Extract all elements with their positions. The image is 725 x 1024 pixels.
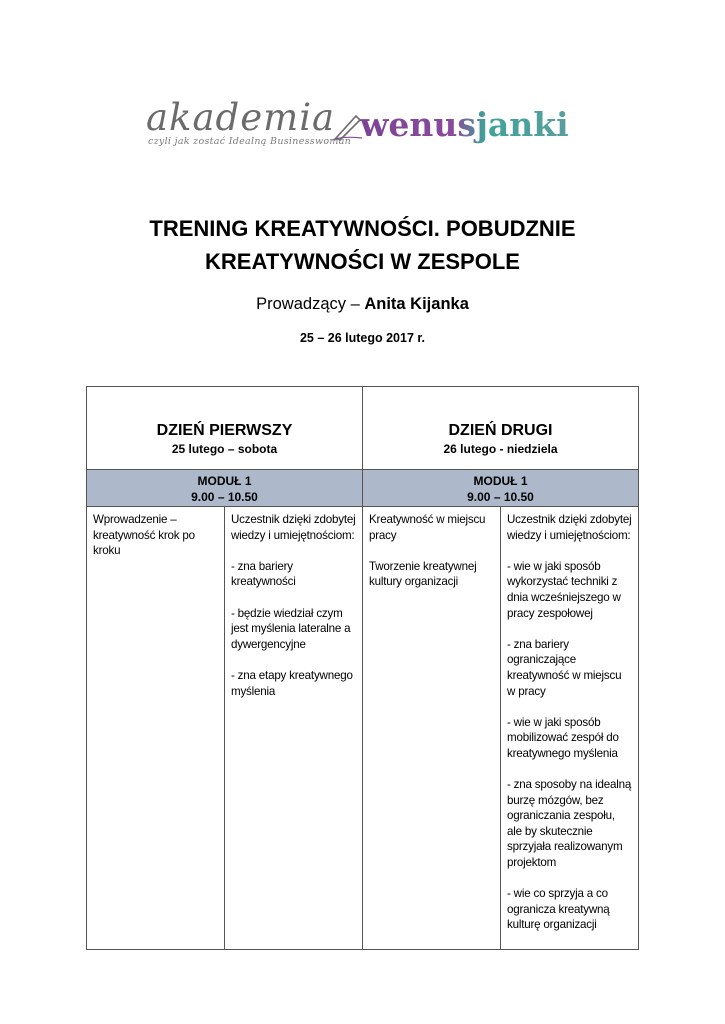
title-line-1: TRENING KREATYWNOŚCI. POBUDZNIE: [149, 216, 576, 241]
schedule-table: [86, 386, 639, 950]
presenter-prefix: Prowadzący –: [256, 295, 365, 313]
day-2-outcome-intro: Uczestnik dzięki zdobytej wiedzy i umiejętnościom:: [507, 513, 632, 542]
day-2-outcome: - wie w jaki sposób mobilizować zespół do kreatywnego myślenia: [507, 715, 619, 760]
day-2-module-name: MODUŁ 1: [473, 474, 528, 488]
day-1-header: [87, 387, 363, 470]
day-1-outcome: - będzie wiedział czym jest myślenia lateralne a dywergencyjne: [231, 606, 351, 651]
day-1-module-time: 9.00 – 10.50: [191, 490, 258, 504]
day-2-header: [363, 387, 639, 470]
day-1-topic: Wprowadzenie – kreatywność krok po kroku: [93, 513, 195, 558]
event-date: 25 – 26 lutego 2017 r.: [299, 331, 426, 345]
day-2-outcome: - wie w jaki sposób wykorzystać techniki z dnia wcześniejszego w pracy zespołowej: [507, 559, 621, 620]
day-1-outcome: - zna bariery kreatywności: [231, 559, 296, 589]
day-header-row: [87, 387, 639, 470]
day-2-module: [363, 470, 639, 507]
presenter-name: Anita Kijanka: [364, 295, 469, 313]
logo-right-text: wenusjanki: [360, 105, 569, 144]
day-1-outcome: - zna etapy kreatywnego myślenia: [231, 668, 353, 698]
module-row: [87, 470, 639, 507]
day-2-topic: Kreatywność w miejscu pracy: [369, 513, 486, 542]
day-1-name: DZIEŃ PIERWSZY: [156, 422, 293, 439]
day-2-module-time: 9.00 – 10.50: [467, 490, 534, 504]
day-2-topic: Tworzenie kreatywnej kultury organizacji: [369, 559, 477, 589]
day-2-outcomes-cell: [501, 507, 639, 950]
content-row: [87, 507, 639, 950]
day-1-module-name: MODUŁ 1: [197, 474, 252, 488]
presenter-line: [60, 293, 665, 315]
day-1-outcome-intro: Uczestnik dzięki zdobytej wiedzy i umiejętnościom:: [231, 513, 356, 542]
day-2-outcome: - wie co sprzyja a co ogranicza kreatywną kulturę organizacji: [507, 887, 610, 932]
day-2-name: DZIEŃ DRUGI: [448, 422, 553, 439]
document-title: [60, 212, 665, 278]
logo-tagline: czyli jak zostać Idealną Businesswoman: [148, 136, 352, 147]
day-1-date: 25 lutego – sobota: [171, 442, 278, 456]
day-1-topic-cell: [87, 507, 225, 950]
day-2-date: 26 lutego - niedziela: [443, 442, 558, 456]
day-1-module: [87, 470, 363, 507]
day-2-outcome: - zna sposoby na idealną burzę mózgów, bez ograniczania zespołu, ale by skutecznie sprzyjała realizowanym projektom: [507, 778, 632, 870]
day-2-topic-cell: [363, 507, 501, 950]
title-line-2: KREATYWNOŚCI W ZESPOLE: [205, 249, 520, 274]
akademia-wenusjanki-logo: [146, 98, 578, 154]
day-2-outcome: - zna bariery ograniczające kreatywność w miejscu w pracy: [507, 637, 622, 698]
logo-left-text: akademia: [146, 96, 336, 139]
day-1-outcomes-cell: [225, 507, 363, 950]
